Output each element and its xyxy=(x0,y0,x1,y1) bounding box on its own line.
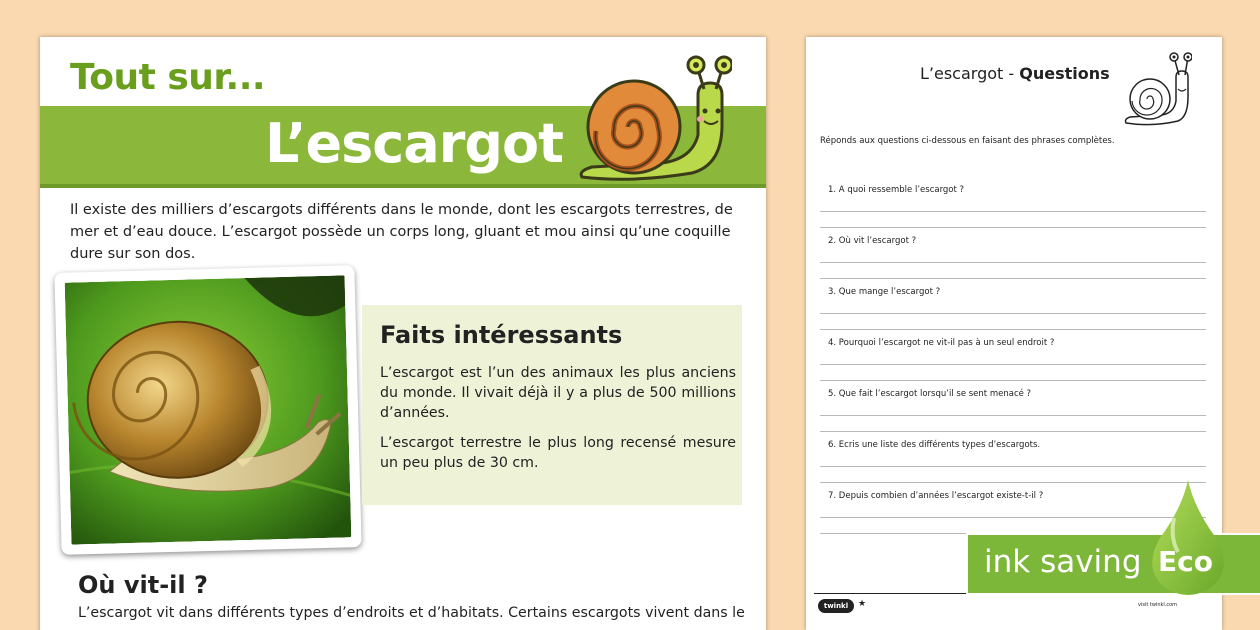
fact-paragraph: L’escargot terrestre le plus long recensé mesure un peu plus de 30 cm. xyxy=(380,435,736,471)
question-item xyxy=(828,389,1208,439)
question-text: 4. Pourquoi l’escargot ne vit-il pas à un seul endroit ? xyxy=(828,338,1055,348)
question-text: 2. Où vit l’escargot ? xyxy=(828,236,917,246)
answer-line xyxy=(820,227,1206,228)
answer-line xyxy=(820,380,1206,381)
question-item xyxy=(828,338,1208,388)
facts-heading: Faits intéressants xyxy=(380,321,623,349)
eco-drop-icon xyxy=(1148,478,1228,596)
cartoon-snail-icon xyxy=(572,55,732,195)
intro-paragraph: Il existe des milliers d’escargots différents dans le monde, dont les escargots terrestres, de mer et d’eau douce. L’escargot possède un corps long, gluant et mou ainsi qu’une coquille dure sur son dos. xyxy=(70,202,733,262)
ink-saving-label: ink saving xyxy=(984,544,1142,580)
answer-line xyxy=(820,329,1206,330)
answer-line xyxy=(820,415,1206,416)
habitat-heading: Où vit-il ? xyxy=(78,571,208,599)
questions-instructions: Réponds aux questions ci-dessous en faisant des phrases complètes. xyxy=(820,136,1115,146)
fact-sheet-page xyxy=(40,37,766,630)
habitat-text: L’escargot vit dans différents types d’endroits et d’habitats. Certains escargots vivent dans le xyxy=(78,605,745,621)
page-kicker: Tout sur... xyxy=(70,57,266,98)
question-text: 3. Que mange l’escargot ? xyxy=(828,287,941,297)
snail-photo xyxy=(54,265,361,555)
footer-visit-text: visit twinkl.com xyxy=(1138,602,1178,608)
answer-line xyxy=(820,278,1206,279)
question-item xyxy=(828,185,1208,235)
question-text: 5. Que fait l’escargot lorsqu’il se sent menacé ? xyxy=(828,389,1032,399)
question-text: 1. A quoi ressemble l’escargot ? xyxy=(828,185,965,195)
eco-label: Eco xyxy=(1158,545,1213,578)
questions-title-bold: Questions xyxy=(1019,64,1110,83)
answer-line xyxy=(820,211,1206,212)
answer-line xyxy=(820,262,1206,263)
snail-photo-image xyxy=(65,275,352,544)
questions-title xyxy=(920,64,1110,83)
question-text: 7. Depuis combien d’années l’escargot existe-t-il ? xyxy=(828,491,1044,501)
answer-line xyxy=(820,431,1206,432)
questions-title-plain: L’escargot - xyxy=(920,64,1020,83)
star-icon: ★ xyxy=(858,599,867,609)
question-text: 6. Ecris une liste des différents types d’escargots. xyxy=(828,440,1041,450)
page-title: L’escargot xyxy=(265,112,563,175)
twinkl-logo: twinkl xyxy=(818,599,854,613)
snail-outline-icon xyxy=(1122,51,1192,129)
question-item xyxy=(828,236,1208,286)
question-item xyxy=(828,287,1208,337)
answer-line xyxy=(820,466,1206,467)
answer-line xyxy=(820,364,1206,365)
answer-line xyxy=(820,313,1206,314)
facts-box xyxy=(362,305,742,505)
fact-paragraph: L’escargot est l’un des animaux les plus anciens du monde. Il vivait déjà il y a plus de 500 millions d’années. xyxy=(380,365,736,421)
